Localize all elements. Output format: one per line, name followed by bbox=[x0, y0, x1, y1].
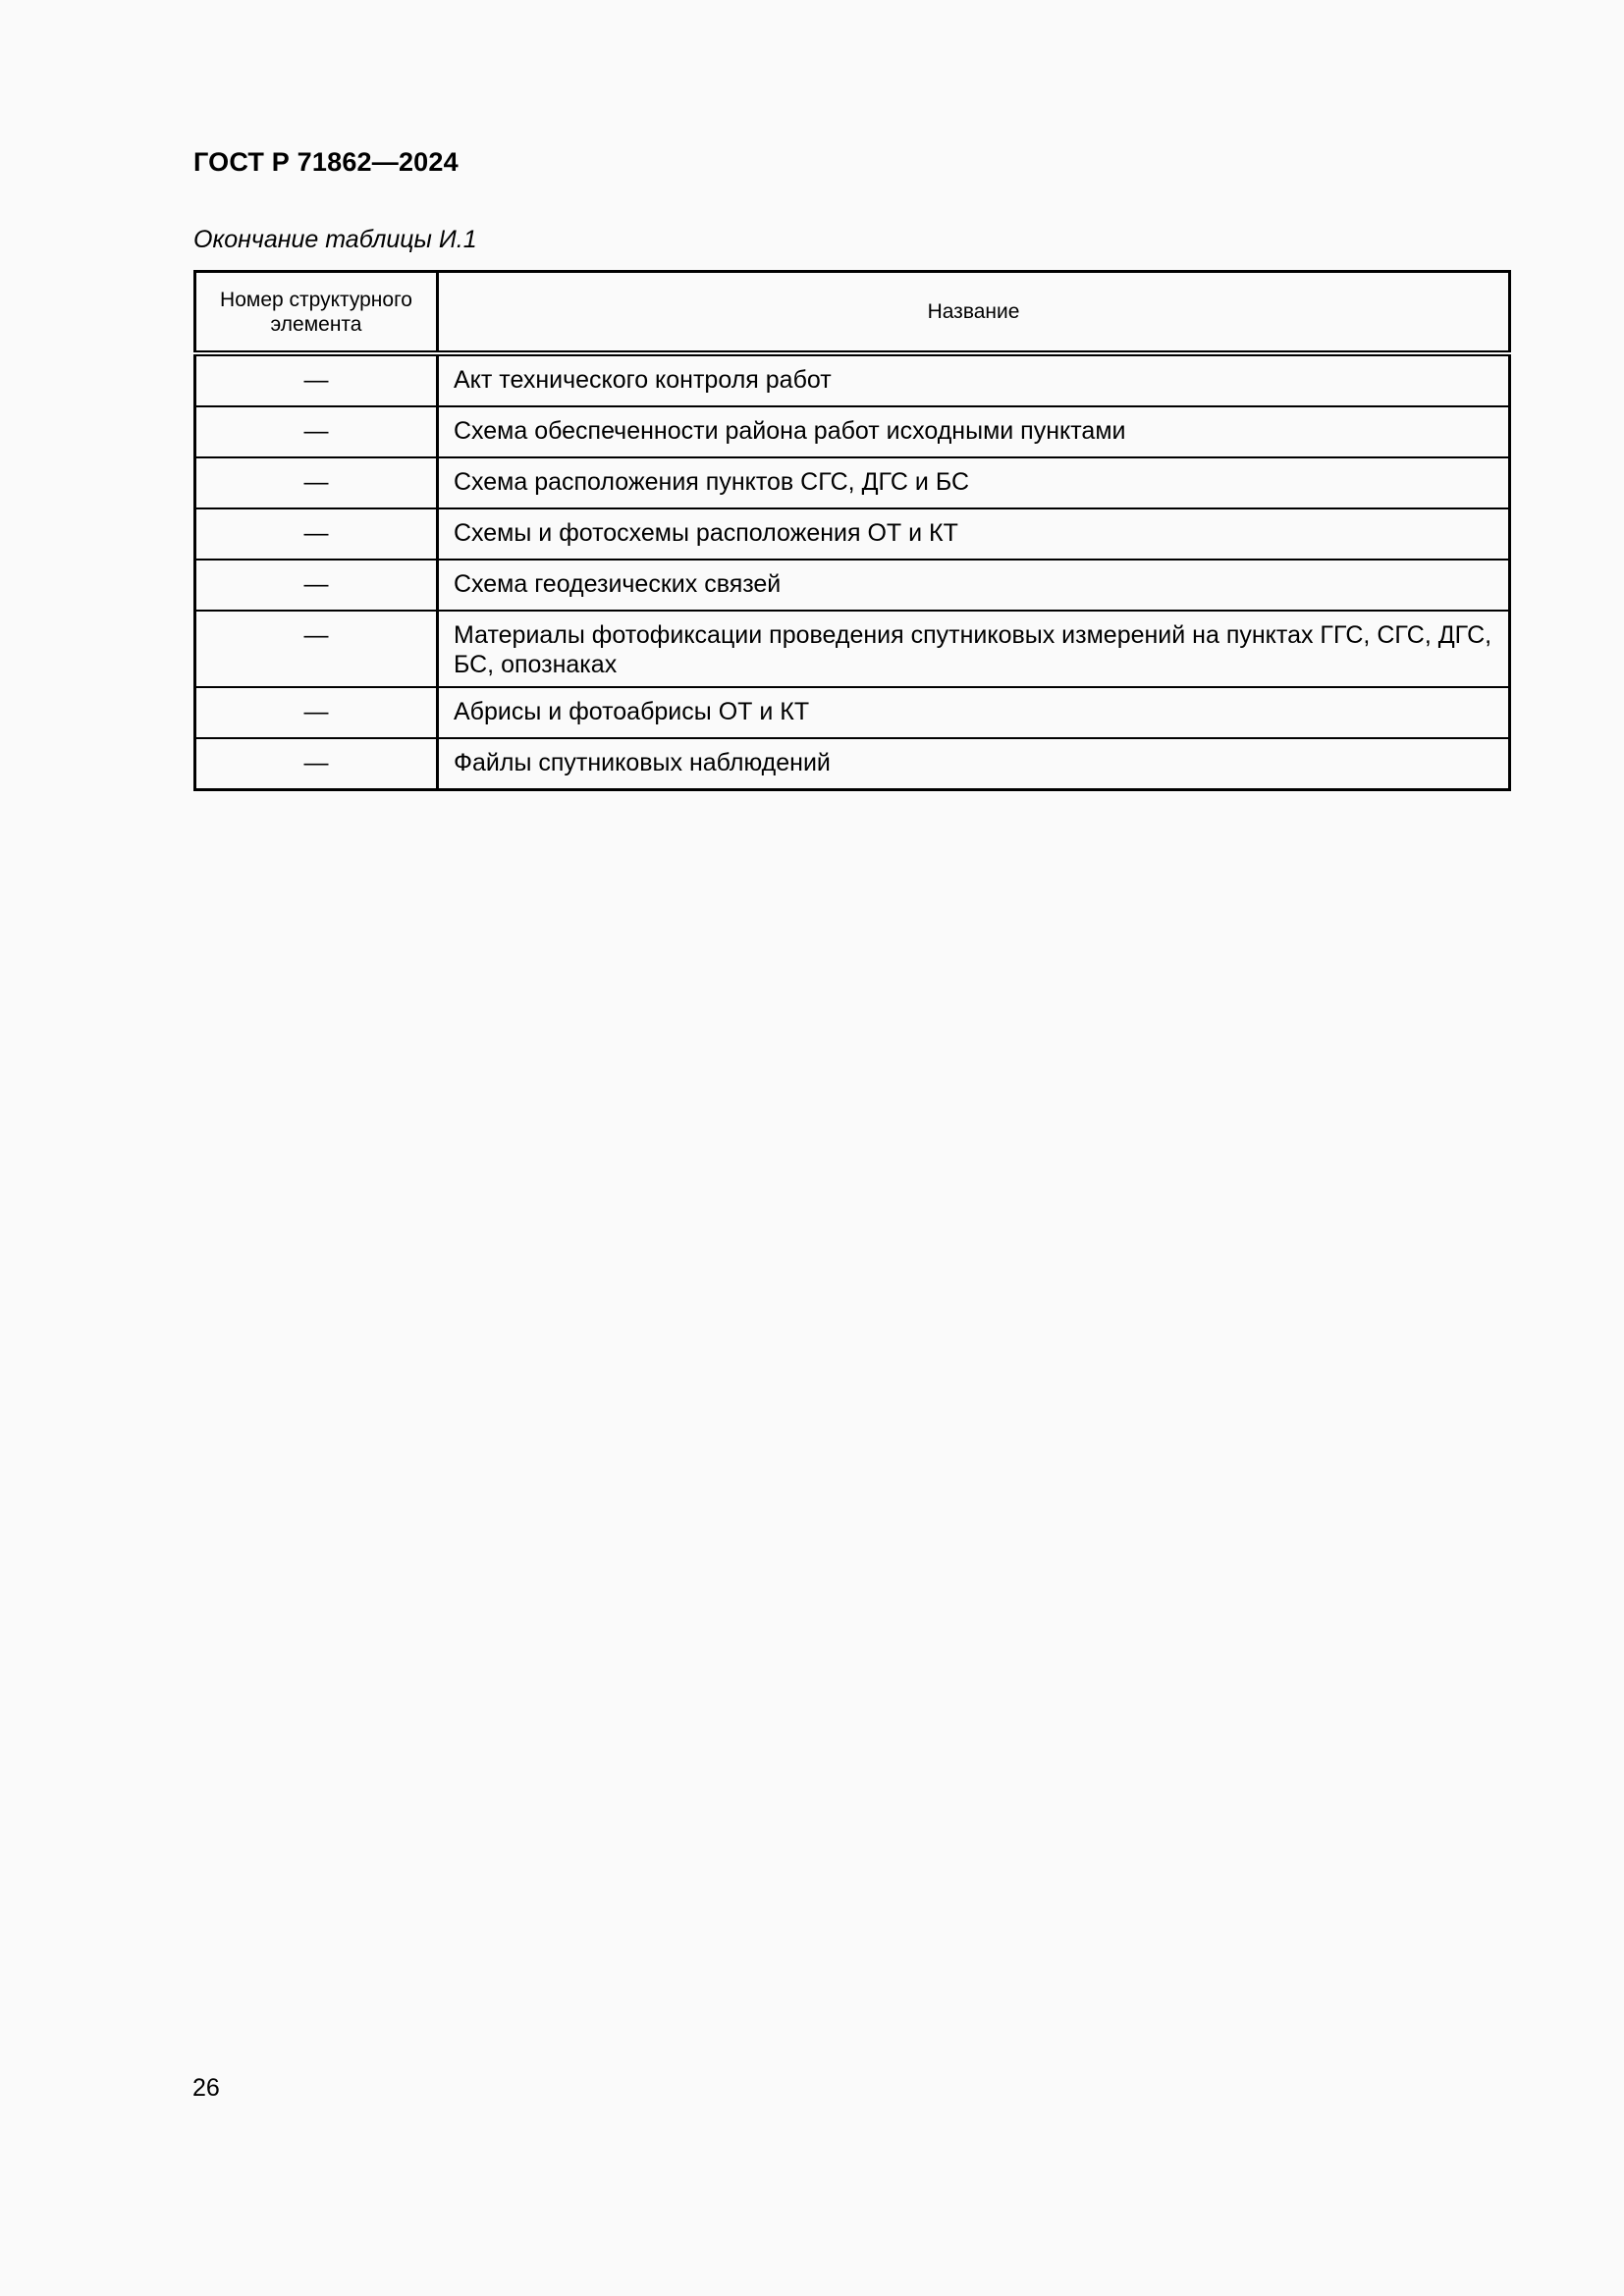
table-row bbox=[195, 353, 1510, 406]
table-row bbox=[195, 406, 1510, 457]
row-number-cell: — bbox=[195, 353, 438, 406]
table-caption: Окончание таблицы И.1 bbox=[193, 226, 477, 253]
structure-elements-table bbox=[193, 270, 1511, 791]
table-row bbox=[195, 560, 1510, 611]
row-number-cell: — bbox=[195, 738, 438, 790]
row-name-cell: Абрисы и фотоабрисы ОТ и КТ bbox=[438, 687, 1510, 738]
document-header: ГОСТ Р 71862—2024 bbox=[193, 147, 459, 177]
row-name-cell: Схемы и фотосхемы расположения ОТ и КТ bbox=[438, 508, 1510, 560]
page-number: 26 bbox=[192, 2074, 220, 2102]
row-name-cell: Схема расположения пунктов СГС, ДГС и БС bbox=[438, 457, 1510, 508]
table-row bbox=[195, 611, 1510, 687]
row-name-cell: Схема обеспеченности района работ исходными пунктами bbox=[438, 406, 1510, 457]
table-header-row bbox=[195, 272, 1510, 354]
row-number-cell: — bbox=[195, 406, 438, 457]
table-row bbox=[195, 687, 1510, 738]
column-header-number: Номер структурного элемента bbox=[195, 272, 438, 354]
table-row bbox=[195, 508, 1510, 560]
row-number-cell: — bbox=[195, 508, 438, 560]
row-number-cell: — bbox=[195, 611, 438, 687]
row-name-cell: Акт технического контроля работ bbox=[438, 353, 1510, 406]
table-row bbox=[195, 738, 1510, 790]
row-number-cell: — bbox=[195, 457, 438, 508]
table-row bbox=[195, 457, 1510, 508]
column-header-name: Название bbox=[438, 272, 1510, 354]
row-name-cell: Схема геодезических связей bbox=[438, 560, 1510, 611]
row-number-cell: — bbox=[195, 560, 438, 611]
row-number-cell: — bbox=[195, 687, 438, 738]
row-name-cell: Материалы фотофиксации проведения спутниковых измерений на пунктах ГГС, СГС, ДГС, БС, опознаках bbox=[438, 611, 1510, 687]
row-name-cell: Файлы спутниковых наблюдений bbox=[438, 738, 1510, 790]
